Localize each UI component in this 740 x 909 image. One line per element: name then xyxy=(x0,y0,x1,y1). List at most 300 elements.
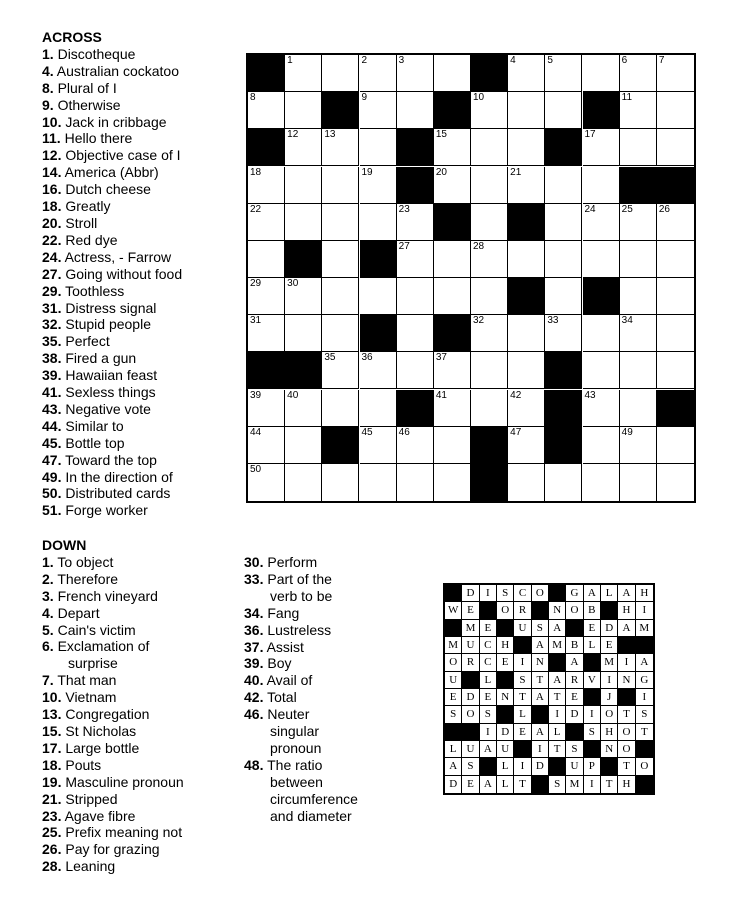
grid-cell[interactable] xyxy=(545,204,582,241)
grid-cell[interactable] xyxy=(397,278,434,315)
grid-cell[interactable] xyxy=(545,55,582,92)
grid-cell[interactable] xyxy=(285,464,322,501)
grid-cell[interactable] xyxy=(471,278,508,315)
clue-text: Perform xyxy=(263,554,318,570)
grid-cell[interactable] xyxy=(248,167,285,204)
clue-text: Exclamation of xyxy=(53,638,150,655)
grid-cell[interactable] xyxy=(360,55,397,92)
grid-cell[interactable] xyxy=(583,315,620,352)
solution-letter: I xyxy=(549,706,566,723)
grid-cell[interactable] xyxy=(397,241,434,278)
down-clue xyxy=(42,808,184,825)
clue-number: 24. xyxy=(42,248,62,265)
clue-text: Jack in cribbage xyxy=(61,113,167,130)
across-clue xyxy=(42,147,182,164)
solution-black-square xyxy=(601,602,618,619)
solution-letter: O xyxy=(601,706,618,723)
solution-black-square xyxy=(584,689,601,706)
clue-text: Part of the xyxy=(263,570,332,587)
solution-letter: H xyxy=(636,585,653,602)
down-clue xyxy=(244,706,358,757)
grid-cell[interactable] xyxy=(657,92,694,129)
grid-cell[interactable] xyxy=(620,204,657,241)
grid-cell[interactable] xyxy=(397,204,434,241)
solution-black-square xyxy=(497,706,514,723)
across-clue xyxy=(42,80,182,97)
clue-text: America (Abbr) xyxy=(61,164,159,181)
solution-letter: E xyxy=(462,776,479,793)
clue-number: 50. xyxy=(42,485,62,502)
clue-number: 27. xyxy=(42,265,62,282)
grid-cell[interactable] xyxy=(657,464,694,501)
solution-black-square xyxy=(514,741,531,758)
solution-letter: A xyxy=(549,620,566,637)
grid-cell[interactable] xyxy=(397,352,434,389)
clue-text: Vietnam xyxy=(61,689,117,706)
grid-black-square xyxy=(545,352,582,389)
grid-cell[interactable] xyxy=(471,352,508,389)
clue-text: Red dye xyxy=(61,231,118,248)
cell-number: 18 xyxy=(250,166,262,178)
solution-letter: D xyxy=(462,689,479,706)
grid-cell[interactable] xyxy=(360,427,397,464)
grid-cell[interactable] xyxy=(360,390,397,427)
grid-cell[interactable] xyxy=(360,352,397,389)
solution-letter: E xyxy=(445,689,462,706)
down-clue xyxy=(42,824,184,841)
solution-letter: D xyxy=(566,706,583,723)
grid-cell[interactable] xyxy=(471,167,508,204)
across-clue xyxy=(42,215,182,232)
grid-cell[interactable] xyxy=(322,129,359,166)
grid-cell[interactable] xyxy=(657,278,694,315)
clue-number: 22. xyxy=(42,231,62,248)
solution-letter: I xyxy=(618,654,635,671)
solution-letter: L xyxy=(601,585,618,602)
clue-text: To object xyxy=(53,553,114,570)
grid-cell[interactable] xyxy=(583,352,620,389)
down-clue xyxy=(244,571,358,605)
clue-number: 13. xyxy=(42,706,62,723)
clue-text-continued: circumference xyxy=(270,790,358,807)
grid-cell[interactable] xyxy=(360,204,397,241)
clue-text: Forge worker xyxy=(61,502,148,519)
grid-black-square xyxy=(397,167,434,204)
cell-number: 8 xyxy=(250,92,256,104)
solution-letter: U xyxy=(566,758,583,775)
clue-text: Toward the top xyxy=(61,451,157,468)
grid-cell[interactable] xyxy=(397,55,434,92)
grid-cell[interactable] xyxy=(508,167,545,204)
clue-text: Distributed cards xyxy=(61,485,171,502)
solution-letter: N xyxy=(601,741,618,758)
solution-letter: E xyxy=(601,637,618,654)
cell-number: 9 xyxy=(361,92,368,104)
grid-cell[interactable] xyxy=(657,241,694,278)
cell-number: 37 xyxy=(435,352,447,364)
grid-cell[interactable] xyxy=(248,241,285,278)
clue-number: 19. xyxy=(42,773,62,790)
solution-letter: W xyxy=(445,602,462,619)
grid-black-square xyxy=(657,167,694,204)
clue-number: 36. xyxy=(244,621,264,638)
grid-cell[interactable] xyxy=(397,315,434,352)
cell-number: 33 xyxy=(547,315,559,327)
grid-cell[interactable] xyxy=(434,464,471,501)
grid-cell[interactable] xyxy=(248,92,285,129)
across-clue xyxy=(42,46,182,63)
solution-letter: T xyxy=(514,776,531,793)
clue-number: 21. xyxy=(42,790,62,807)
solution-letter: C xyxy=(480,637,497,654)
clue-text: Otherwise xyxy=(53,96,121,113)
down-clue xyxy=(42,858,184,875)
clue-text: Negative vote xyxy=(61,400,151,417)
solution-letter: O xyxy=(532,585,549,602)
solution-letter: T xyxy=(618,706,635,723)
grid-cell[interactable] xyxy=(620,92,657,129)
solution-letter: A xyxy=(480,776,497,793)
cell-number: 23 xyxy=(398,203,410,215)
clue-number: 43. xyxy=(42,400,62,417)
clue-number: 26. xyxy=(42,841,62,858)
grid-cell[interactable] xyxy=(657,315,694,352)
grid-cell[interactable] xyxy=(583,427,620,464)
cell-number: 1 xyxy=(287,55,293,66)
grid-cell[interactable] xyxy=(471,129,508,166)
solution-black-square xyxy=(584,654,601,671)
grid-cell[interactable] xyxy=(545,167,582,204)
clue-text: Pay for grazing xyxy=(61,841,160,858)
down-clue xyxy=(42,841,184,858)
grid-cell[interactable] xyxy=(583,464,620,501)
grid-cell[interactable] xyxy=(360,464,397,501)
cell-number: 3 xyxy=(398,55,405,66)
solution-letter: L xyxy=(497,776,514,793)
clue-text: In the direction of xyxy=(61,468,173,485)
clue-text: Boy xyxy=(263,655,292,672)
solution-letter: L xyxy=(514,706,531,723)
grid-cell[interactable] xyxy=(322,204,359,241)
grid-cell[interactable] xyxy=(285,55,322,92)
clue-text: Neuter xyxy=(263,706,310,723)
solution-black-square xyxy=(636,637,653,654)
grid-black-square xyxy=(471,427,508,464)
grid-cell[interactable] xyxy=(360,167,397,204)
grid-cell[interactable] xyxy=(471,390,508,427)
solution-letter: T xyxy=(514,689,531,706)
grid-cell[interactable] xyxy=(545,464,582,501)
grid-cell[interactable] xyxy=(397,92,434,129)
cell-number: 32 xyxy=(473,315,485,327)
grid-cell[interactable] xyxy=(583,129,620,166)
solution-black-square xyxy=(532,602,549,619)
down-clue xyxy=(244,622,358,639)
solution-letter: N xyxy=(549,602,566,619)
grid-cell[interactable] xyxy=(322,167,359,204)
grid-cell[interactable] xyxy=(583,167,620,204)
grid-black-square xyxy=(434,92,471,129)
grid-cell[interactable] xyxy=(657,352,694,389)
solution-letter: S xyxy=(566,741,583,758)
cell-number: 19 xyxy=(361,166,373,178)
grid-cell[interactable] xyxy=(508,464,545,501)
grid-cell[interactable] xyxy=(620,55,657,92)
solution-letter: E xyxy=(480,689,497,706)
grid-cell[interactable] xyxy=(508,129,545,166)
across-clue xyxy=(42,485,182,502)
solution-black-square xyxy=(566,724,583,741)
grid-cell[interactable] xyxy=(620,352,657,389)
across-clue xyxy=(42,384,182,401)
grid-cell[interactable] xyxy=(620,278,657,315)
grid-cell[interactable] xyxy=(285,278,322,315)
grid-cell[interactable] xyxy=(322,390,359,427)
solution-letter: S xyxy=(549,776,566,793)
grid-cell[interactable] xyxy=(657,55,694,92)
grid-cell[interactable] xyxy=(657,427,694,464)
clue-text: Australian cockatoo xyxy=(53,62,179,79)
down-clue-list xyxy=(42,537,184,875)
grid-cell[interactable] xyxy=(508,390,545,427)
grid-black-square xyxy=(545,390,582,427)
solution-letter: M xyxy=(462,620,479,637)
grid-cell[interactable] xyxy=(285,167,322,204)
cell-number: 34 xyxy=(621,315,633,327)
solution-black-square xyxy=(532,776,549,793)
solution-black-square xyxy=(497,672,514,689)
across-clue xyxy=(42,469,182,486)
across-clue xyxy=(42,502,182,519)
clue-number: 39. xyxy=(42,367,62,384)
solution-letter: E xyxy=(514,724,531,741)
solution-letter: S xyxy=(497,585,514,602)
grid-cell[interactable] xyxy=(322,464,359,501)
solution-letter: M xyxy=(445,637,462,654)
across-clue xyxy=(42,181,182,198)
clue-text: Assist xyxy=(263,638,304,655)
solution-letter: I xyxy=(514,758,531,775)
solution-letter: E xyxy=(497,654,514,671)
cell-number: 39 xyxy=(250,389,262,401)
solution-letter: G xyxy=(636,672,653,689)
across-clue xyxy=(42,283,182,300)
grid-black-square xyxy=(657,390,694,427)
grid-cell[interactable] xyxy=(322,315,359,352)
grid-cell[interactable] xyxy=(620,241,657,278)
grid-cell[interactable] xyxy=(508,427,545,464)
grid-cell[interactable] xyxy=(657,129,694,166)
down-heading: DOWN xyxy=(42,537,87,553)
grid-cell[interactable] xyxy=(620,390,657,427)
cell-number: 7 xyxy=(658,55,665,66)
grid-black-square xyxy=(508,204,545,241)
solution-letter: O xyxy=(618,741,635,758)
solution-letter: A xyxy=(445,758,462,775)
grid-cell[interactable] xyxy=(508,315,545,352)
down-clue xyxy=(42,757,184,774)
clue-number: 15. xyxy=(42,722,62,739)
grid-black-square xyxy=(620,167,657,204)
solution-letter: J xyxy=(601,689,618,706)
solution-black-square xyxy=(445,585,462,602)
clue-text: Stupid people xyxy=(61,316,151,333)
grid-cell[interactable] xyxy=(583,390,620,427)
clue-text: Perfect xyxy=(61,333,110,350)
clue-text: Actress, - Farrow xyxy=(61,248,172,265)
grid-cell[interactable] xyxy=(248,278,285,315)
grid-cell[interactable] xyxy=(434,129,471,166)
grid-cell[interactable] xyxy=(434,278,471,315)
solution-letter: D xyxy=(601,620,618,637)
grid-cell[interactable] xyxy=(620,129,657,166)
grid-cell[interactable] xyxy=(248,204,285,241)
clue-text: Distress signal xyxy=(61,299,157,316)
down-clue xyxy=(42,588,184,605)
grid-cell[interactable] xyxy=(285,92,322,129)
grid-cell[interactable] xyxy=(322,241,359,278)
grid-cell[interactable] xyxy=(508,352,545,389)
solution-letter: S xyxy=(480,706,497,723)
solution-letter: S xyxy=(445,706,462,723)
solution-letter: O xyxy=(566,602,583,619)
grid-cell[interactable] xyxy=(434,55,471,92)
cell-number: 24 xyxy=(584,203,596,215)
solution-letter: R xyxy=(462,654,479,671)
cell-number: 47 xyxy=(510,426,522,438)
grid-cell[interactable] xyxy=(248,315,285,352)
cell-number: 13 xyxy=(324,129,336,141)
grid-black-square xyxy=(583,92,620,129)
clue-text: Similar to xyxy=(61,417,124,434)
clue-text: Fang xyxy=(263,604,300,621)
grid-cell[interactable] xyxy=(545,278,582,315)
cell-number: 25 xyxy=(621,203,633,215)
across-clue xyxy=(42,266,182,283)
grid-cell[interactable] xyxy=(620,427,657,464)
clue-number: 2. xyxy=(42,570,54,587)
solution-letter: M xyxy=(549,637,566,654)
clue-number: 38. xyxy=(42,350,62,367)
solution-letter: U xyxy=(445,672,462,689)
grid-cell[interactable] xyxy=(285,315,322,352)
grid-cell[interactable] xyxy=(508,92,545,129)
across-clue xyxy=(42,350,182,367)
grid-black-square xyxy=(322,427,359,464)
solution-letter: A xyxy=(532,689,549,706)
clue-number: 44. xyxy=(42,417,62,434)
grid-black-square xyxy=(360,241,397,278)
grid-cell[interactable] xyxy=(545,92,582,129)
across-clue xyxy=(42,198,182,215)
grid-black-square xyxy=(322,92,359,129)
cell-number: 41 xyxy=(435,389,447,401)
grid-cell[interactable] xyxy=(545,241,582,278)
clue-number: 29. xyxy=(42,282,62,299)
clue-number: 3. xyxy=(42,587,54,604)
solution-grid xyxy=(443,583,655,795)
solution-letter: N xyxy=(618,672,635,689)
cell-number: 44 xyxy=(250,426,262,438)
solution-black-square xyxy=(445,620,462,637)
solution-letter: S xyxy=(462,758,479,775)
down-clue xyxy=(42,622,184,639)
cell-number: 42 xyxy=(510,389,522,401)
grid-cell[interactable] xyxy=(583,55,620,92)
grid-cell[interactable] xyxy=(583,204,620,241)
clue-number: 41. xyxy=(42,384,62,401)
solution-letter: A xyxy=(584,585,601,602)
solution-letter: M xyxy=(636,620,653,637)
grid-cell[interactable] xyxy=(322,278,359,315)
grid-cell[interactable] xyxy=(471,241,508,278)
cell-number: 30 xyxy=(287,278,299,289)
grid-cell[interactable] xyxy=(508,241,545,278)
grid-cell[interactable] xyxy=(434,352,471,389)
grid-cell[interactable] xyxy=(397,427,434,464)
clue-text: That man xyxy=(53,672,117,689)
grid-cell[interactable] xyxy=(285,390,322,427)
grid-cell[interactable] xyxy=(360,129,397,166)
down-clue xyxy=(42,791,184,808)
cell-number: 21 xyxy=(510,166,522,178)
grid-cell[interactable] xyxy=(322,55,359,92)
solution-black-square xyxy=(532,706,549,723)
grid-cell[interactable] xyxy=(285,427,322,464)
solution-letter: A xyxy=(636,654,653,671)
grid-cell[interactable] xyxy=(434,167,471,204)
grid-cell[interactable] xyxy=(248,427,285,464)
grid-cell[interactable] xyxy=(322,352,359,389)
grid-cell[interactable] xyxy=(471,204,508,241)
grid-cell[interactable] xyxy=(471,92,508,129)
solution-letter: S xyxy=(584,724,601,741)
grid-cell[interactable] xyxy=(620,464,657,501)
grid-cell[interactable] xyxy=(248,390,285,427)
across-clue xyxy=(42,300,182,317)
clue-number: 30. xyxy=(244,554,264,570)
grid-cell[interactable] xyxy=(285,129,322,166)
grid-cell[interactable] xyxy=(360,92,397,129)
clue-text: Objective case of I xyxy=(61,147,181,164)
clue-number: 31. xyxy=(42,299,62,316)
down-clue xyxy=(244,655,358,672)
clue-number: 11. xyxy=(42,130,61,147)
grid-cell[interactable] xyxy=(657,204,694,241)
grid-cell[interactable] xyxy=(471,315,508,352)
solution-letter: A xyxy=(566,654,583,671)
grid-cell[interactable] xyxy=(434,241,471,278)
grid-cell[interactable] xyxy=(397,464,434,501)
grid-cell[interactable] xyxy=(285,204,322,241)
grid-cell[interactable] xyxy=(508,55,545,92)
clue-number: 6. xyxy=(42,638,54,655)
grid-cell[interactable] xyxy=(620,315,657,352)
grid-cell[interactable] xyxy=(248,464,285,501)
grid-cell[interactable] xyxy=(583,241,620,278)
solution-letter: L xyxy=(480,672,497,689)
grid-cell[interactable] xyxy=(360,278,397,315)
solution-letter: T xyxy=(601,776,618,793)
clue-number: 7. xyxy=(42,672,54,689)
grid-cell[interactable] xyxy=(434,390,471,427)
solution-letter: I xyxy=(480,585,497,602)
grid-cell[interactable] xyxy=(545,315,582,352)
solution-letter: I xyxy=(584,776,601,793)
solution-letter: O xyxy=(618,724,635,741)
grid-cell[interactable] xyxy=(434,427,471,464)
solution-letter: E xyxy=(480,620,497,637)
